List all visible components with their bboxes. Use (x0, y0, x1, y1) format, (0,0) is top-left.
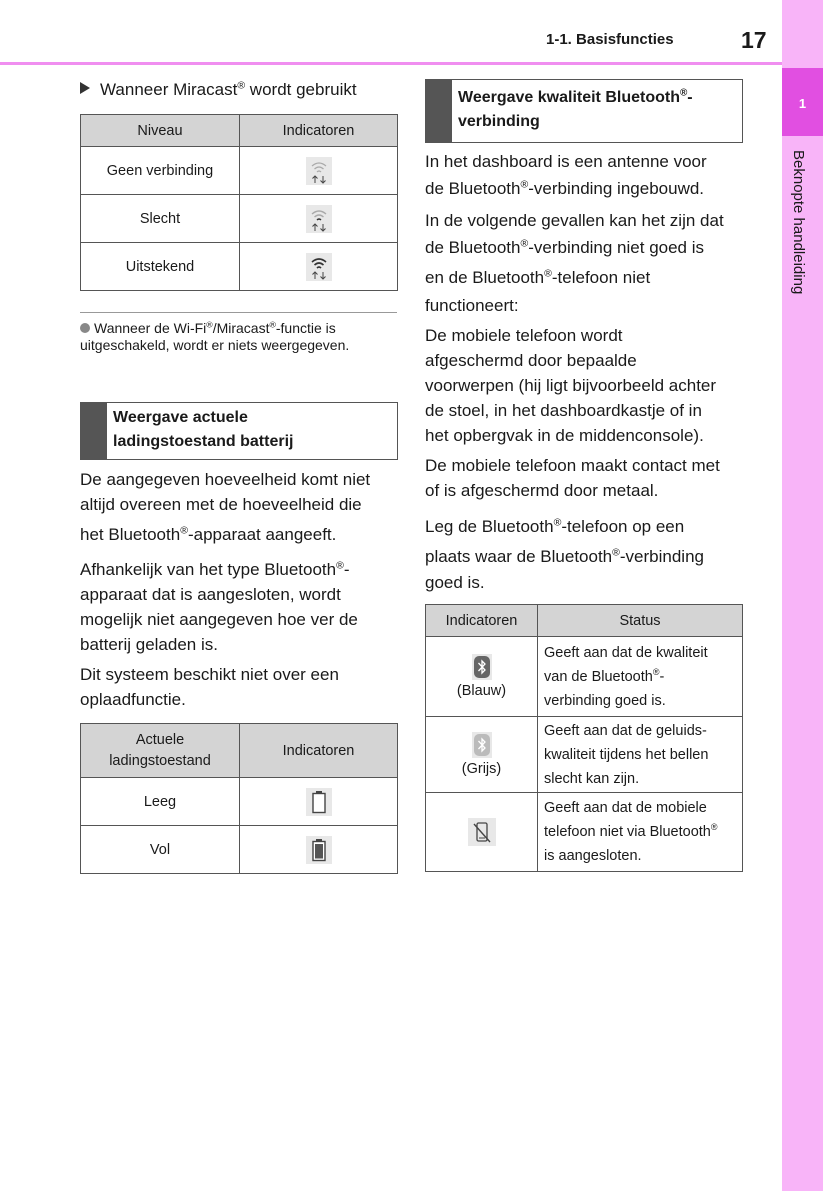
heading-bar (426, 80, 452, 142)
section-title: 1-1. Basisfuncties (546, 31, 674, 48)
battery-paragraph-2: Afhankelijk van het type Bluetooth®- apparaat dat is aangesloten, wordt mogelijk niet aangegeven hoe ver de batterij geladen is. (80, 559, 358, 654)
bt-heading: Weergave kwaliteit Bluetooth®- verbinding (458, 87, 693, 130)
table-row (81, 778, 398, 826)
phone-disconnected-icon (468, 818, 496, 846)
bt-paragraph-1: In het dashboard is een antenne voor de Bluetooth®-verbinding ingebouwd. (425, 152, 707, 198)
level-cell: Slecht (81, 195, 240, 243)
table-row (426, 793, 743, 872)
wifi-weak-icon (306, 205, 332, 233)
table-row (81, 195, 398, 243)
bluetooth-grey-icon (472, 732, 492, 758)
indicator-cell: (Grijs) (426, 717, 538, 793)
table-row (81, 826, 398, 874)
miracast-heading: Wanneer Miracast® wordt gebruikt (80, 80, 357, 100)
table-header: Indicatoren (240, 724, 398, 778)
miracast-note: Wanneer de Wi-Fi®/Miracast®-functie is uitgeschakeld, wordt er niets weergegeven. (80, 319, 350, 353)
level-cell: Uitstekend (81, 243, 240, 291)
bt-paragraph-4: De mobiele telefoon maakt contact met of is afgeschermd door metaal. (425, 456, 720, 500)
heading-bar (81, 403, 107, 459)
table-header: Indicatoren (426, 605, 538, 637)
battery-paragraph-3: Dit systeem beschikt niet over een oplaadfunctie. (80, 665, 339, 709)
chapter-tab[interactable] (782, 68, 823, 136)
level-cell: Geen verbinding (81, 147, 240, 195)
chapter-number: 1 (798, 96, 807, 111)
table-row (81, 147, 398, 195)
table-row (81, 243, 398, 291)
wifi-none-icon (306, 157, 332, 185)
battery-empty-icon (306, 788, 332, 816)
triangle-bullet-icon (80, 82, 90, 94)
battery-heading: Weergave actuele ladingstoestand batterij (113, 409, 294, 450)
battery-table (80, 723, 398, 874)
bt-paragraph-3: De mobiele telefoon wordt afgeschermd door bepaalde voorwerpen (hij ligt bijvoorbeeld achter de stoel, in het dashboardkastje of in het opbergvak in de middenconsole). (425, 326, 717, 445)
indicator-cell (426, 793, 538, 872)
bt-status-table (425, 604, 743, 872)
state-cell: Leeg (81, 778, 240, 826)
status-cell: Geeft aan dat de geluids- kwaliteit tijdens het bellen slecht kan zijn. (538, 717, 743, 793)
table-header: Actuele ladingstoestand (81, 724, 240, 778)
bt-paragraph-2: In de volgende gevallen kan het zijn dat de Bluetooth®-verbinding niet goed is en de Bluetooth®-telefoon niet functioneert: (425, 211, 724, 315)
table-row (426, 717, 743, 793)
chapter-title: Beknopte handleiding (790, 150, 807, 295)
table-header: Status (538, 605, 743, 637)
bt-heading-box (425, 79, 743, 143)
bt-paragraph-5: Leg de Bluetooth®-telefoon op een plaats waar de Bluetooth®-verbinding goed is. (425, 516, 704, 592)
bluetooth-blue-icon (472, 654, 492, 680)
page-number: 17 (741, 27, 767, 53)
status-cell: Geeft aan dat de mobiele telefoon niet via Bluetooth® is aangesloten. (538, 793, 743, 872)
note-divider (80, 312, 397, 313)
battery-full-icon (306, 836, 332, 864)
battery-paragraph-1: De aangegeven hoeveelheid komt niet altijd overeen met de hoeveelheid die het Bluetooth®-apparaat aangeeft. (80, 470, 371, 544)
battery-heading-box (80, 402, 398, 460)
table-row (426, 637, 743, 717)
table-header: Indicatoren (240, 115, 398, 147)
wifi-strong-icon (306, 253, 332, 281)
table-header: Niveau (81, 115, 240, 147)
status-cell: Geeft aan dat de kwaliteit van de Bluetooth®- verbinding goed is. (538, 637, 743, 717)
bullet-icon (80, 323, 90, 333)
miracast-table (80, 114, 398, 291)
state-cell: Vol (81, 826, 240, 874)
header-rule (0, 62, 782, 65)
indicator-cell: (Blauw) (426, 637, 538, 717)
